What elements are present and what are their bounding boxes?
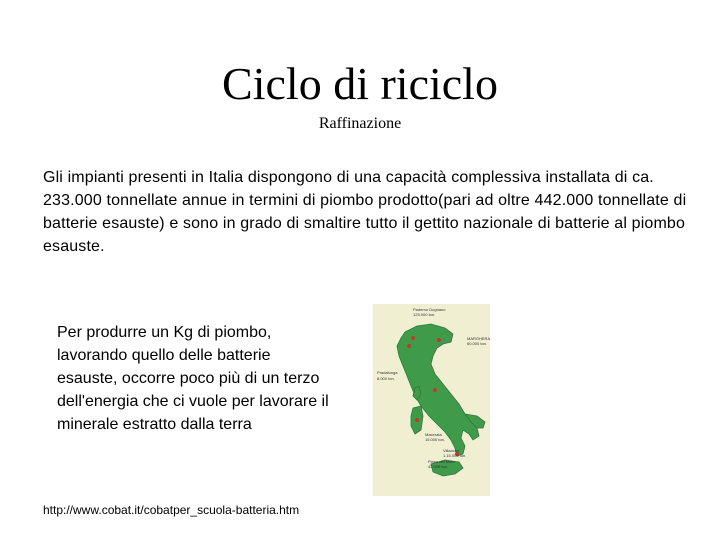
plant-marker (415, 418, 419, 422)
map-label: Piano del Malo (428, 459, 455, 464)
plant-marker (433, 388, 437, 392)
map-label: MARGHERA (467, 336, 491, 341)
slide-subtitle: Raffinazione (318, 115, 402, 132)
map-label: 8.000 ton. (377, 376, 395, 381)
map-label: 125.000 ton. (413, 312, 436, 317)
plant-marker (437, 338, 441, 342)
capacity-paragraph: Gli impianti presenti in Italia dispongono di una capacità complessiva installata di ca. 233.000 tonnellate annue in termini di piombo prodotto(pari ad oltre 442.000 tonnellate di batterie esauste) e sono in grado di smaltire tutto il gettito nazionale di batterie al piombo esauste. (43, 169, 687, 255)
source-link[interactable]: http://www.cobat.it/cobatper_scuola-batteria.htm (43, 503, 300, 517)
slide-title: Ciclo di riciclo (222, 58, 498, 109)
map-label: Pradalunga (377, 370, 398, 375)
plant-marker (407, 344, 411, 348)
map-label: Paderno Dugnano (413, 307, 446, 312)
energy-paragraph: Per produrre un Kg di piombo, lavorando quello delle batterie esauste, occorre poco più di un terzo dell'energia che ci vuole per lavorare il minerale estratto dalla terra (57, 324, 329, 433)
map-label: 15.000 ton. (425, 437, 446, 442)
plant-marker (411, 336, 415, 340)
map-label: 60.000 ton. (467, 341, 488, 346)
map-label: Macerata (425, 432, 442, 437)
map-label: Villacidro (443, 448, 460, 453)
italy-plants-map (373, 304, 490, 496)
map-label: 1.15.000 ton. (443, 453, 467, 458)
map-label: 42.000 ton. (428, 464, 449, 469)
